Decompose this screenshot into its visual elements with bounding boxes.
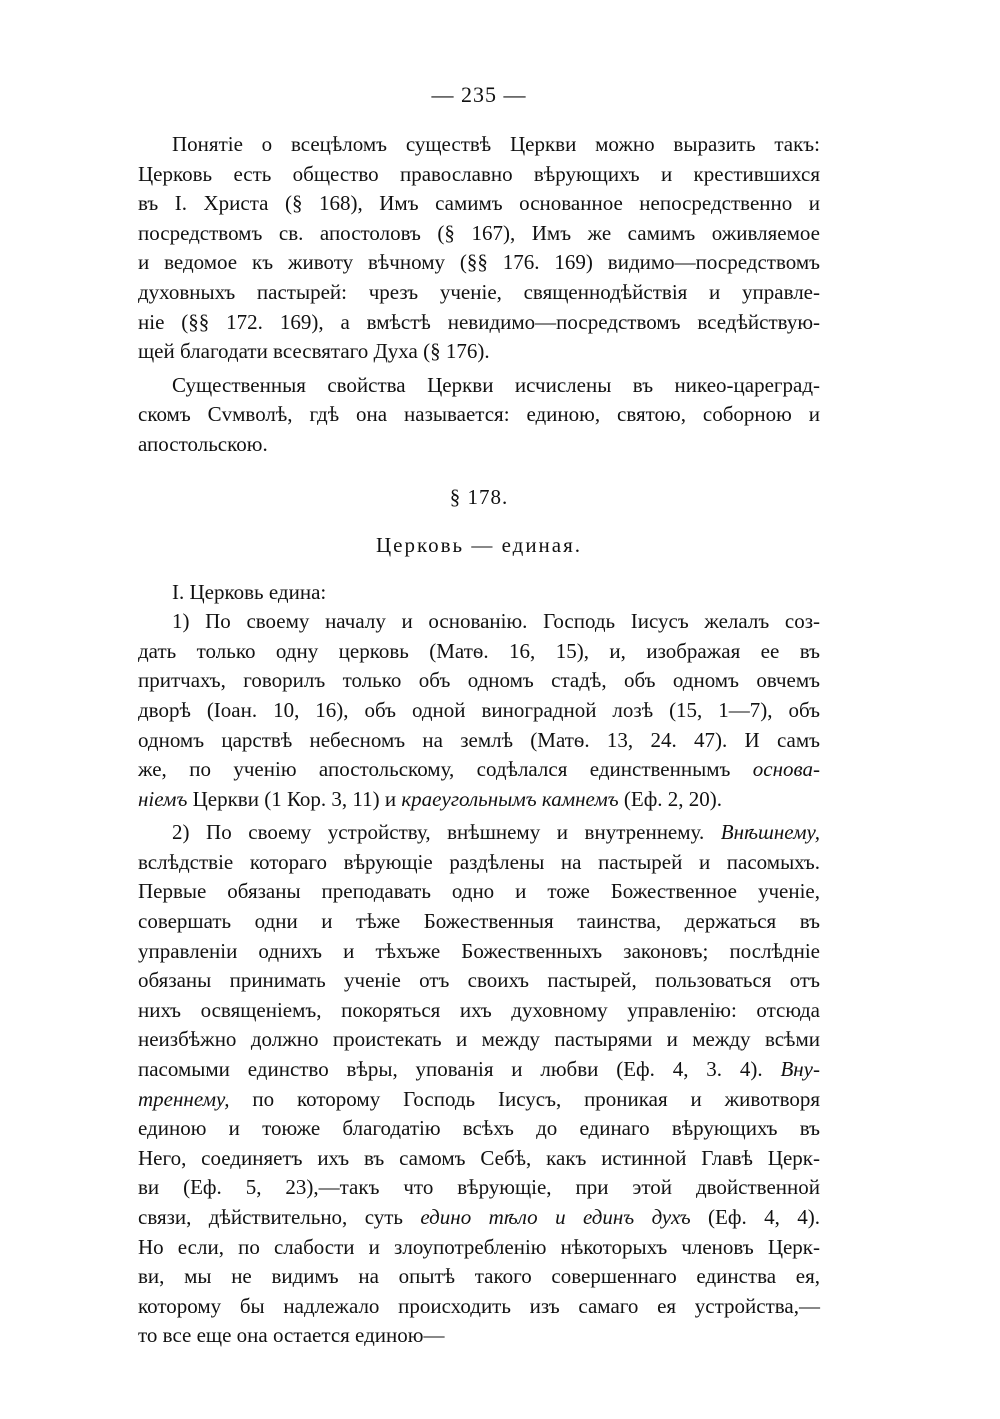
point-2-paragraph	[138, 818, 820, 1351]
text-line: скомъ Сvмволѣ, гдѣ она называется: единою, святою, соборною и	[138, 402, 820, 427]
section-number: § 178.	[449, 484, 509, 509]
text-line: духовныхъ пастырей: чрезъ ученіе, священнодѣйствія и управле-	[138, 279, 820, 304]
text-line: дворѣ (Іоан. 10, 16), объ одной виноградной лозѣ (15, 1—7), объ	[138, 697, 820, 722]
text-line	[138, 755, 820, 785]
text-line: одномъ царствѣ небесномъ на землѣ (Матѳ. 13, 24. 47). И самъ	[138, 727, 820, 752]
italic-text: Внѣшнему,	[720, 820, 820, 845]
intro-paragraph	[138, 130, 820, 367]
text-line: ви (Еф. 5, 23),—такъ что вѣрующіе, при этой двойственной	[138, 1175, 820, 1200]
text-line: Но если, по слабости и злоупотребленію нѣкоторыхъ членовъ Церк-	[138, 1234, 820, 1259]
text-line: неизбѣжно должно проистекать и между пастырями и между всѣми	[138, 1027, 820, 1052]
text-line	[138, 818, 820, 848]
point-1-paragraph	[138, 607, 820, 814]
text-line: въ І. Христа (§ 168), Имъ самимъ основанное непосредственно и	[138, 191, 820, 216]
italic-text: краеугольнымъ камнемъ	[401, 786, 619, 811]
italic-text: ніемъ	[138, 786, 188, 811]
text-line: ви, мы не видимъ на опытѣ такого совершеннаго единства ея,	[138, 1264, 820, 1289]
text-span: по которому Господь Іисусъ, проникая и животворя	[229, 1086, 820, 1111]
page-number: — 235 —	[431, 82, 527, 107]
text-line: и ведомое къ животу вѣчному (§§ 176. 169) видимо—посредствомъ	[138, 250, 820, 275]
text-line	[138, 1055, 820, 1085]
text-line: Первые обязаны преподавать одно и тоже Божественное ученіе,	[138, 879, 820, 904]
text-span: Церкви (1 Кор. 3, 11) и	[187, 786, 402, 811]
text-line: Церковь есть общество православно вѣрующихъ и крестившихся	[138, 161, 820, 186]
text-line: дать только одну церковь (Матѳ. 16, 15), и, изображая ее въ	[138, 638, 820, 663]
text-span: же, по ученію апостольскому, содѣлался единственнымъ	[138, 757, 731, 782]
text-line: Понятіе о всецѣломъ существѣ Церкви можно выразить такъ:	[172, 132, 820, 156]
text-line: Него, соединяетъ ихъ въ самомъ Себѣ, какъ истинной Главѣ Церк-	[138, 1145, 820, 1170]
text-line: единою и тоюже благодатію всѣхъ до единаго вѣрующихъ въ	[138, 1116, 820, 1141]
italic-text: треннему,	[138, 1086, 230, 1111]
section-title: Церковь — единая.	[375, 532, 583, 557]
text-line: щей благодати всесвятаго Духа (§ 176).	[138, 339, 490, 364]
text-line: Существенныя свойства Церкви исчислены въ никео-цареград-	[172, 372, 820, 397]
italic-text: Вну-	[780, 1057, 820, 1082]
text-span: связи, дѣйствительно, суть	[138, 1205, 421, 1229]
point-heading-paragraph	[138, 578, 820, 608]
text-line: нихъ освященіемъ, покоряться ихъ духовному управленію: отсюда	[138, 997, 820, 1022]
text-line: управленіи однихъ и тѣхъже Божественныхъ законовъ; послѣдніе	[138, 938, 820, 963]
point-heading: I. Церковь едина:	[172, 579, 327, 604]
document-page	[138, 78, 820, 1378]
text-span: (Еф. 2, 20).	[618, 786, 723, 811]
text-line: посредствомъ св. апостоловъ (§ 167), Имъ же самимъ оживляемое	[138, 220, 820, 245]
text-line: ніе (§§ 172. 169), а вмѣстѣ невидимо—посредствомъ вседѣйствую-	[138, 309, 820, 334]
properties-paragraph	[138, 371, 820, 460]
text-line: совершать одни и тѣже Божественныя таинства, держаться въ	[138, 909, 820, 934]
text-line: вслѣдствіе котораго вѣрующіе раздѣлены на пастырей и пасомыхъ.	[138, 849, 820, 874]
text-line	[138, 1085, 820, 1115]
text-span: 2) По своему устройству, внѣшнему и внутреннему.	[172, 820, 721, 845]
italic-text: основа-	[752, 757, 820, 782]
italic-text: едино тѣло и единъ духъ	[420, 1205, 691, 1229]
text-line: 1) По своему началу и основанію. Господь Іисусъ желалъ соз-	[172, 609, 820, 634]
text-line: которому бы надлежало происходить изъ самаго ея устройства,—	[138, 1293, 820, 1318]
text-line	[138, 1203, 820, 1233]
text-line	[138, 785, 820, 815]
text-line: то все еще она остается единою—	[138, 1323, 445, 1348]
text-line: апостольскою.	[138, 431, 268, 456]
text-line: притчахъ, говорилъ только объ одномъ стадѣ, объ одномъ овчемъ	[138, 668, 820, 693]
text-span: (Еф. 4, 4).	[690, 1205, 820, 1229]
text-line: обязаны принимать ученіе отъ своихъ пастырей, пользоваться отъ	[138, 968, 820, 993]
text-span: пасомыми единство вѣры, упованія и любви (Еф. 4, 3. 4).	[138, 1057, 781, 1082]
